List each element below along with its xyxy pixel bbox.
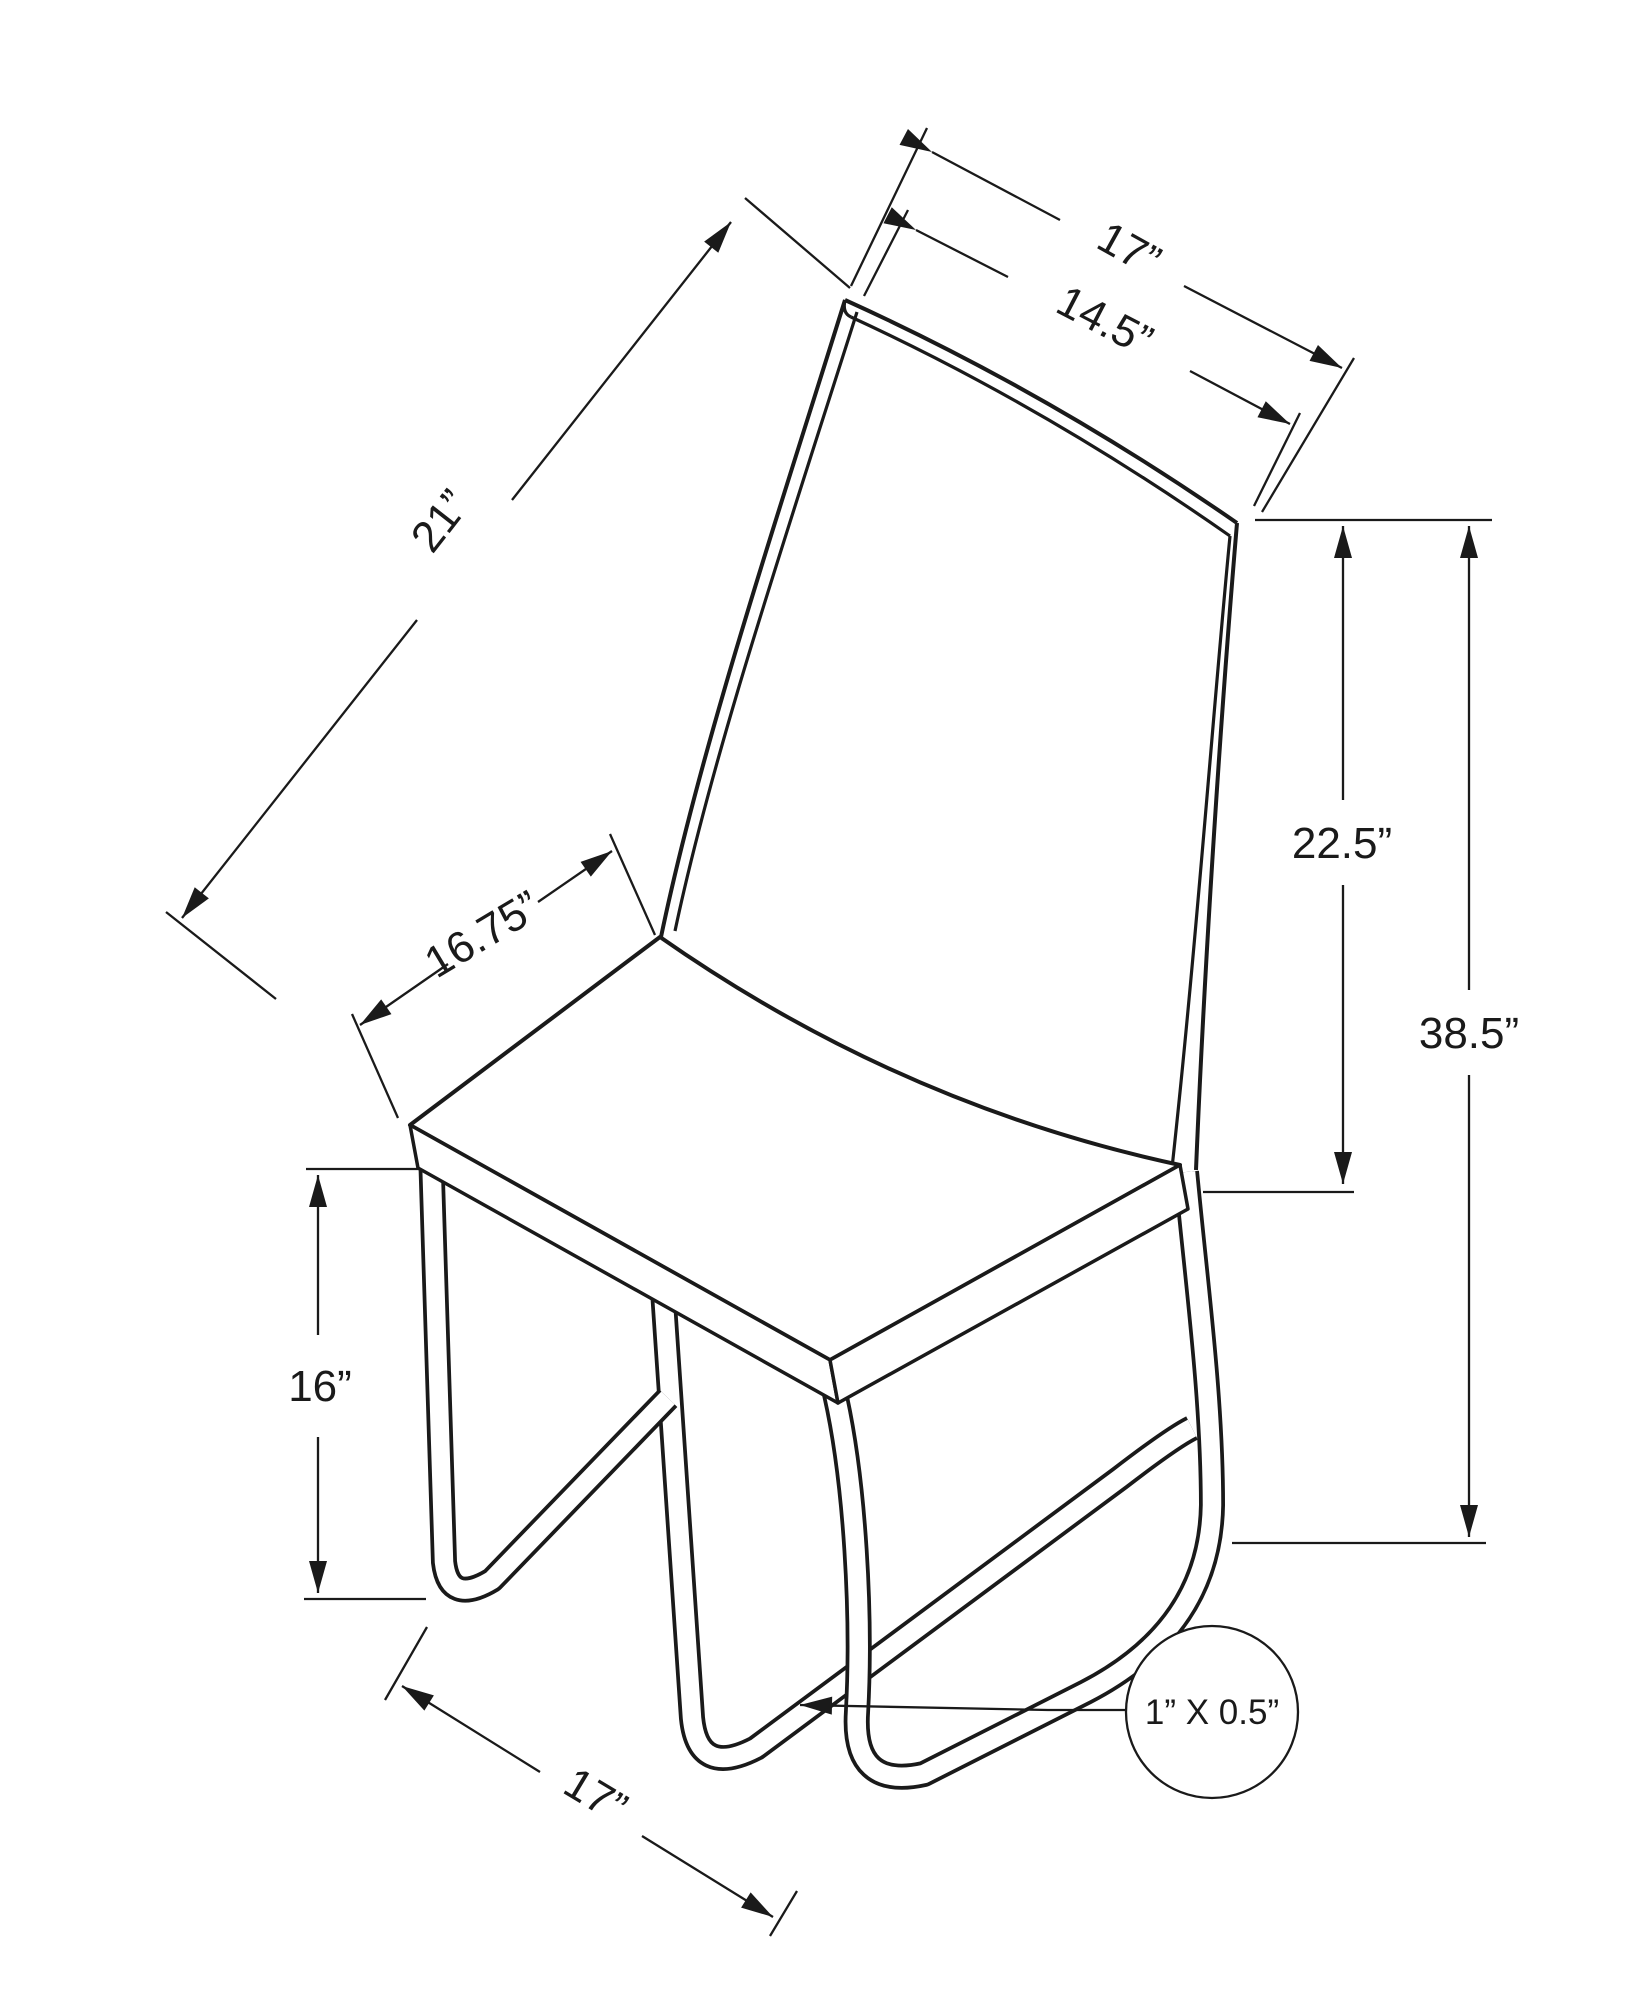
label-base-width: 17”: [555, 1758, 636, 1833]
dim-back-length: [175, 216, 738, 923]
label-seat-depth: 16.75”: [416, 881, 549, 988]
label-seat-height: 16”: [288, 1362, 352, 1411]
label-back-height: 22.5”: [1291, 819, 1393, 868]
label-leg-tube-size: 1” X 0.5”: [1144, 1693, 1280, 1732]
label-back-length: 21”: [401, 480, 480, 562]
label-overall-height: 38.5”: [1418, 1009, 1520, 1058]
label-back-top-width: 17”: [1089, 212, 1169, 287]
chair-drawing: [410, 300, 1237, 1777]
label-back-cushion-width: 14.5”: [1048, 276, 1161, 367]
